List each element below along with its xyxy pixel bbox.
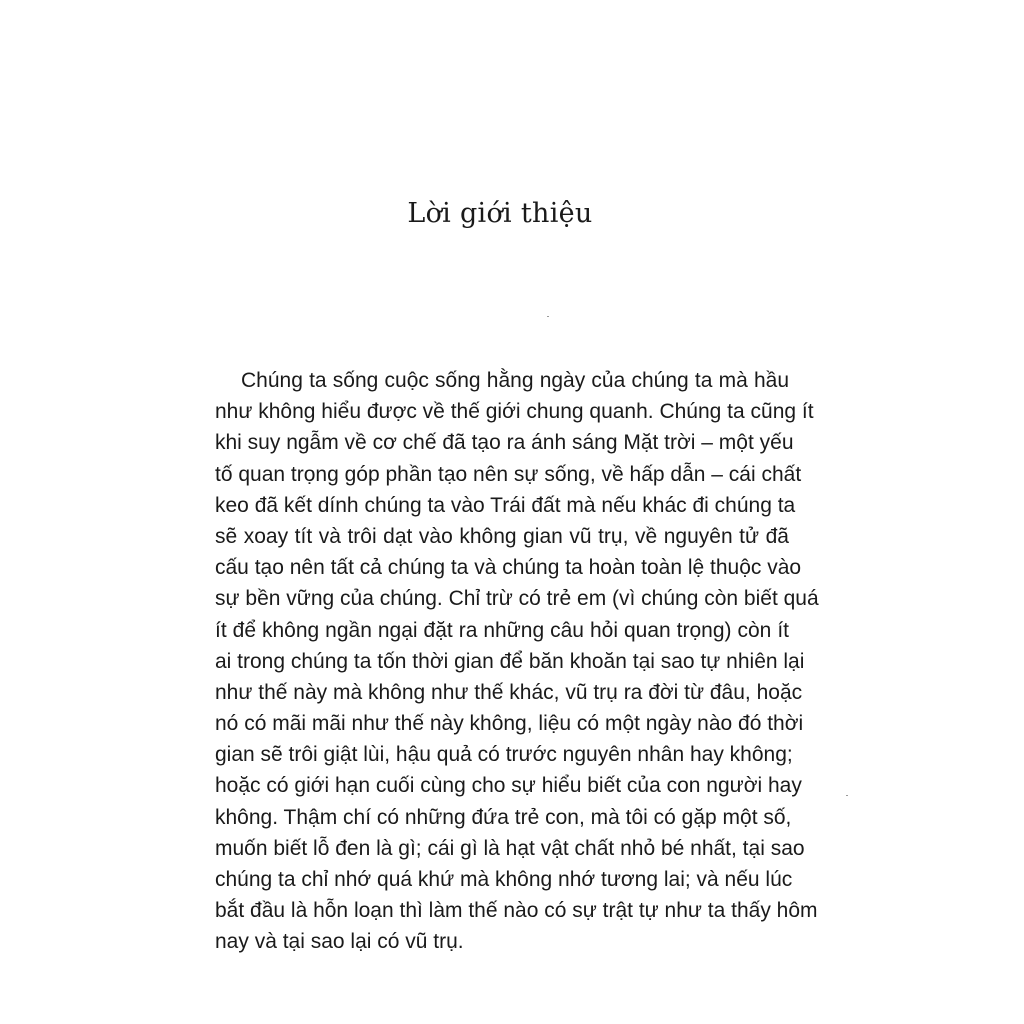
paragraph-line: keo đã kết dính chúng ta vào Trái đất mà nếu khác đi chúng ta bbox=[215, 493, 796, 517]
print-speck bbox=[547, 316, 549, 317]
paragraph-line: không. Thậm chí có những đứa trẻ con, mà tôi có gặp một số, bbox=[215, 805, 792, 829]
paragraph-line: sẽ xoay tít và trôi dạt vào không gian vũ trụ, về nguyên tử đã bbox=[215, 524, 789, 548]
paragraph-line: chúng ta chỉ nhớ quá khứ mà không nhớ tương lai; và nếu lúc bbox=[215, 868, 793, 891]
paragraph-line: gian sẽ trôi giật lùi, hậu quả có trước nguyên nhân hay không; bbox=[215, 743, 793, 767]
paragraph-line: khi suy ngẫm về cơ chế đã tạo ra ánh sáng Mặt trời – một yếu bbox=[215, 431, 794, 455]
paragraph-line: hoặc có giới hạn cuối cùng cho sự hiểu biết của con người hay bbox=[215, 774, 802, 798]
paragraph-line: nay và tại sao lại có vũ trụ. bbox=[215, 930, 464, 954]
paragraph-line: nó có mãi mãi như thế này không, liệu có một ngày nào đó thời bbox=[215, 712, 804, 736]
paragraph-line: sự bền vững của chúng. Chỉ trừ có trẻ em (vì chúng còn biết quá bbox=[215, 587, 819, 611]
paragraph-line: cấu tạo nên tất cả chúng ta và chúng ta hoàn toàn lệ thuộc vào bbox=[215, 556, 802, 580]
paragraph-line: như không hiểu được về thế giới chung quanh. Chúng ta cũng ít bbox=[215, 400, 814, 424]
paragraph-line: ai trong chúng ta tốn thời gian để băn khoăn tại sao tự nhiên lại bbox=[215, 649, 805, 673]
paragraph-line: bắt đầu là hỗn loạn thì làm thế nào có sự trật tự như ta thấy hôm bbox=[215, 899, 818, 923]
print-speck bbox=[846, 795, 848, 796]
paragraph-line: như thế này mà không như thế khác, vũ trụ ra đời từ đâu, hoặc bbox=[215, 680, 803, 704]
chapter-title: Lời giới thiệu bbox=[407, 198, 593, 229]
paragraph-line: Chúng ta sống cuộc sống hằng ngày của chúng ta mà hầu bbox=[241, 369, 789, 392]
paragraph-line: ít để không ngần ngại đặt ra những câu hỏi quan trọng) còn ít bbox=[215, 618, 789, 642]
paragraph-line: muốn biết lỗ đen là gì; cái gì là hạt vật chất nhỏ bé nhất, tại sao bbox=[215, 836, 805, 860]
paragraph-line: tố quan trọng góp phần tạo nên sự sống, về hấp dẫn – cái chất bbox=[215, 462, 802, 486]
introduction-paragraph bbox=[215, 365, 819, 958]
